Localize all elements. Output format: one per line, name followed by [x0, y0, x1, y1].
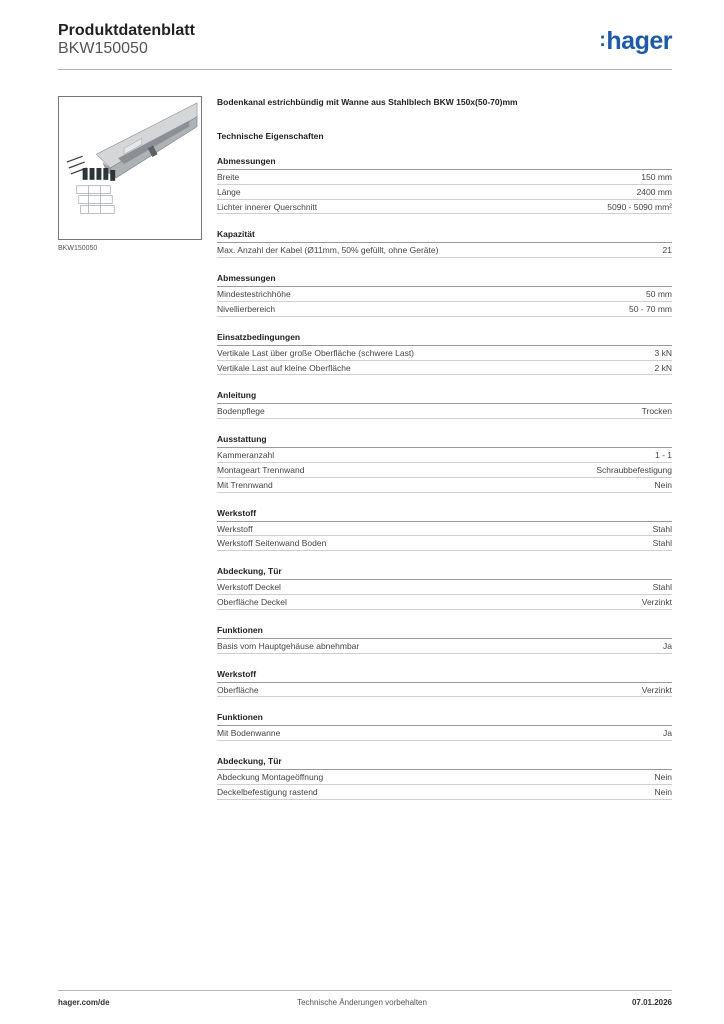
spec-value: Stahl — [652, 523, 672, 534]
section-title: Einsatzbedingungen — [217, 331, 672, 346]
section-title: Abdeckung, Tür — [217, 755, 672, 770]
spec-label: Kammeranzahl — [217, 450, 275, 461]
spec-value: Nein — [654, 786, 672, 797]
spec-value: Ja — [663, 728, 672, 739]
spec-value: 21 — [662, 245, 672, 256]
spec-row — [217, 463, 672, 478]
spec-row — [217, 361, 672, 376]
footer-notice: Technische Änderungen vorbehalten — [297, 998, 427, 1007]
spec-row — [217, 200, 672, 215]
section-title: Kapazität — [217, 228, 672, 243]
spec-section — [217, 755, 672, 800]
spec-row — [217, 478, 672, 493]
spec-section — [217, 155, 672, 214]
spec-section — [217, 711, 672, 741]
logo-colon: : — [599, 29, 606, 51]
spec-section — [217, 668, 672, 698]
spec-value: 3 kN — [654, 347, 672, 358]
spec-label: Abdeckung Montageöffnung — [217, 772, 324, 783]
spec-label: Mit Bodenwanne — [217, 728, 281, 739]
spec-label: Vertikale Last auf kleine Oberfläche — [217, 362, 351, 373]
spec-label: Deckelbefestigung rastend — [217, 786, 318, 797]
spec-row — [217, 404, 672, 419]
spec-value: Trocken — [641, 406, 672, 417]
specification-content — [217, 97, 672, 800]
spec-row — [217, 522, 672, 537]
section-title: Funktionen — [217, 624, 672, 639]
spec-row — [217, 185, 672, 200]
section-title: Abmessungen — [217, 272, 672, 287]
hager-logo[interactable] — [599, 27, 672, 57]
spec-row — [217, 785, 672, 800]
spec-row — [217, 536, 672, 551]
spec-label: Max. Anzahl der Kabel (Ø11mm, 50% gefüllt, ohne Geräte) — [217, 245, 439, 256]
spec-section — [217, 565, 672, 610]
spec-value: Ja — [663, 640, 672, 651]
section-title: Ausstattung — [217, 433, 672, 448]
spec-section — [217, 331, 672, 376]
spec-value: Verzinkt — [641, 596, 672, 607]
spec-value: 5090 - 5090 mm² — [607, 201, 672, 212]
spec-row — [217, 243, 672, 258]
spec-row — [217, 683, 672, 698]
spec-label: Nivellierbereich — [217, 303, 276, 314]
specification-sections — [217, 155, 672, 800]
spec-row — [217, 639, 672, 654]
spec-label: Oberfläche Deckel — [217, 596, 287, 607]
spec-label: Werkstoff Deckel — [217, 582, 281, 593]
spec-label: Mindestestrichhöhe — [217, 289, 291, 300]
spec-row — [217, 448, 672, 463]
properties-heading: Technische Eigenschaften — [217, 131, 324, 141]
spec-value: 1 - 1 — [654, 450, 672, 461]
spec-label: Vertikale Last über große Oberfläche (schwere Last) — [217, 347, 415, 358]
section-title: Werkstoff — [217, 668, 672, 683]
spec-section — [217, 433, 672, 492]
spec-label: Montageart Trennwand — [217, 464, 305, 475]
spec-row — [217, 287, 672, 302]
section-title: Abmessungen — [217, 155, 672, 170]
spec-section — [217, 389, 672, 419]
section-title: Anleitung — [217, 389, 672, 404]
product-description: Bodenkanal estrichbündig mit Wanne aus Stahlblech BKW 150x(50-70)mm — [217, 97, 518, 107]
cable-duct-illustration — [59, 97, 201, 239]
spec-section — [217, 507, 672, 552]
spec-section — [217, 272, 672, 317]
image-caption: BKW150050 — [58, 245, 98, 252]
spec-value: 150 mm — [641, 172, 672, 182]
product-image — [58, 96, 202, 240]
spec-label: Mit Trennwand — [217, 479, 273, 490]
spec-label: Länge — [217, 186, 241, 197]
spec-label: Werkstoff Seitenwand Boden — [217, 538, 327, 549]
spec-value: Stahl — [652, 538, 672, 549]
spec-value: Nein — [654, 479, 672, 490]
footer-date: 07.01.2026 — [631, 998, 672, 1007]
section-title: Funktionen — [217, 711, 672, 726]
spec-value: Verzinkt — [641, 684, 672, 695]
spec-row — [217, 595, 672, 610]
spec-label: Lichter innerer Querschnitt — [217, 201, 318, 212]
header-divider — [58, 69, 672, 70]
spec-value: 2 kN — [654, 362, 672, 373]
spec-value: Nein — [654, 772, 672, 783]
spec-label: Werkstoff — [217, 523, 253, 534]
spec-value: Stahl — [652, 582, 672, 593]
spec-row — [217, 580, 672, 595]
spec-value: 50 mm — [646, 289, 672, 300]
product-code: BKW150050 — [58, 40, 148, 57]
spec-row — [217, 170, 672, 185]
spec-label: Bodenpflege — [217, 406, 265, 417]
spec-section — [217, 624, 672, 654]
spec-value: 2400 mm — [636, 186, 672, 197]
spec-value: Schraubbefestigung — [596, 464, 672, 475]
footer-website-link[interactable]: hager.com/de — [58, 998, 110, 1007]
document-title: Produktdatenblatt — [58, 22, 195, 39]
spec-row — [217, 346, 672, 361]
spec-row — [217, 770, 672, 785]
section-title: Werkstoff — [217, 507, 672, 522]
section-title: Abdeckung, Tür — [217, 565, 672, 580]
spec-row — [217, 302, 672, 317]
footer-divider — [58, 990, 672, 991]
logo-text: hager — [606, 27, 672, 55]
spec-section — [217, 228, 672, 258]
spec-label: Oberfläche — [217, 684, 259, 695]
spec-value: 50 - 70 mm — [629, 303, 672, 314]
spec-row — [217, 726, 672, 741]
spec-label: Basis vom Hauptgehäuse abnehmbar — [217, 640, 360, 651]
spec-label: Breite — [217, 172, 240, 182]
